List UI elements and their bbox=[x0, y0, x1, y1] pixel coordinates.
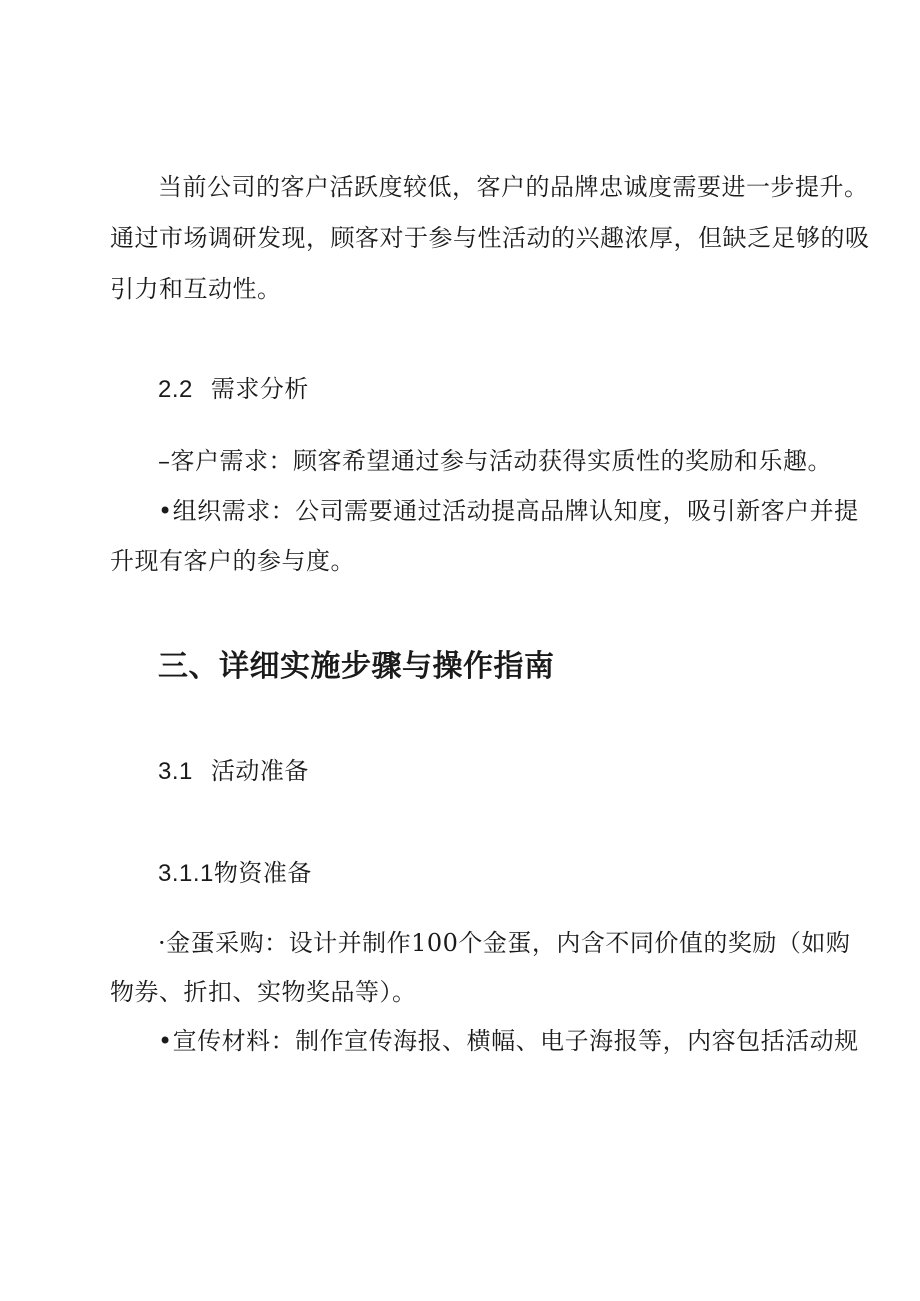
section-heading-3-1 bbox=[158, 756, 309, 787]
org-need-line-1: •组织需求：公司需要通过活动提高品牌认知度，吸引新客户并提 bbox=[158, 497, 859, 525]
golden-egg-line-1: ·金蛋采购：设计并制作100个金蛋，内含不同价值的奖励（如购 bbox=[158, 929, 851, 957]
golden-egg-line-2: 物券、折扣、实物奖品等）。 bbox=[110, 978, 417, 1006]
section-title: 活动准备 bbox=[210, 757, 309, 785]
section-number: 3.1.1 bbox=[158, 860, 214, 887]
section-title: 物资准备 bbox=[213, 859, 312, 887]
intro-line-1: 当前公司的客户活跃度较低，客户的品牌忠诚度需要进一步提升。 bbox=[158, 173, 869, 201]
section-heading-3-1-1 bbox=[158, 858, 312, 889]
section-heading-2-2 bbox=[158, 374, 309, 405]
chapter-title: 三、详细实施步骤与操作指南 bbox=[158, 649, 555, 684]
promo-materials-line-1: •宣传材料：制作宣传海报、横幅、电子海报等，内容包括活动规 bbox=[158, 1027, 859, 1055]
intro-line-2: 通过市场调研发现，顾客对于参与性活动的兴趣浓厚，但缺乏足够的吸 bbox=[110, 224, 870, 252]
customer-need: –客户需求：顾客希望通过参与活动获得实质性的奖励和乐趣。 bbox=[158, 447, 832, 475]
section-number: 2.2 bbox=[158, 376, 193, 403]
section-title: 需求分析 bbox=[210, 375, 309, 403]
org-need-line-2: 升现有客户的参与度。 bbox=[110, 547, 355, 575]
section-number: 3.1 bbox=[158, 758, 193, 785]
intro-line-3: 引力和互动性。 bbox=[110, 275, 282, 303]
